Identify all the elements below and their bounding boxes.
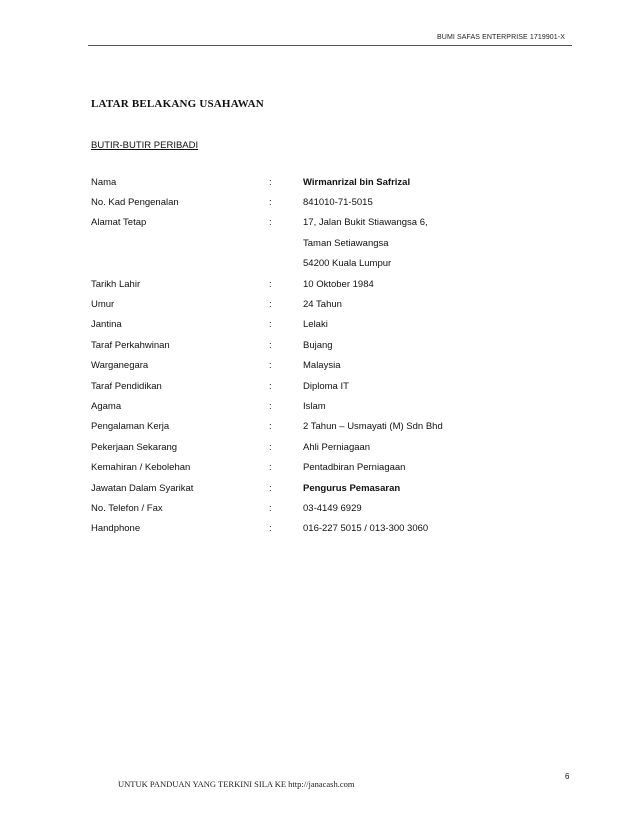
detail-value: 841010-71-5015 bbox=[303, 197, 373, 209]
detail-row-tarikh-lahir bbox=[91, 274, 571, 294]
detail-label: Kemahiran / Kebolehan bbox=[91, 462, 191, 474]
detail-row-jawatan bbox=[91, 478, 571, 498]
detail-label: Alamat Tetap bbox=[91, 217, 147, 229]
detail-colon: : bbox=[269, 380, 272, 392]
detail-label: Agama bbox=[91, 400, 122, 412]
detail-label: Handphone bbox=[91, 523, 141, 535]
detail-label: Taraf Perkahwinan bbox=[91, 339, 170, 351]
detail-label: Taraf Pendidikan bbox=[91, 380, 162, 392]
detail-value: Bujang bbox=[303, 339, 333, 351]
detail-row-alamat-tetap bbox=[91, 213, 571, 233]
detail-label: Jantina bbox=[91, 319, 122, 331]
detail-label: Jawatan Dalam Syarikat bbox=[91, 482, 194, 494]
detail-label: Pekerjaan Sekarang bbox=[91, 441, 178, 453]
detail-row-pengalaman-kerja bbox=[91, 417, 571, 437]
detail-label: Pengalaman Kerja bbox=[91, 421, 170, 433]
detail-colon: : bbox=[269, 482, 272, 494]
footer-text: UNTUK PANDUAN YANG TERKINI SILA KE http://janacash.com bbox=[118, 779, 355, 789]
detail-value: 24 Tahun bbox=[303, 299, 342, 311]
detail-value: Pengurus Pemasaran bbox=[303, 482, 401, 494]
detail-label: No. Telefon / Fax bbox=[91, 502, 163, 514]
detail-colon: : bbox=[269, 360, 272, 372]
detail-value: Taman Setiawangsa bbox=[303, 237, 389, 249]
detail-colon: : bbox=[269, 421, 272, 433]
detail-colon: : bbox=[269, 462, 272, 474]
detail-row-alamat-line-3 bbox=[91, 254, 571, 274]
header-company-text: BUMI SAFAS ENTERPRISE 1719901-X bbox=[437, 34, 565, 41]
detail-colon: : bbox=[269, 197, 272, 209]
detail-colon: : bbox=[269, 217, 272, 229]
detail-row-jantina bbox=[91, 315, 571, 335]
page-number: 6 bbox=[565, 772, 570, 781]
detail-row-nama bbox=[91, 172, 571, 192]
detail-colon: : bbox=[269, 319, 272, 331]
detail-value: Ahli Perniagaan bbox=[303, 441, 371, 453]
detail-colon: : bbox=[269, 299, 272, 311]
detail-value: 17, Jalan Bukit Stiawangsa 6, bbox=[303, 217, 428, 229]
detail-row-umur bbox=[91, 294, 571, 314]
detail-value: 016-227 5015 / 013-300 3060 bbox=[303, 523, 429, 535]
detail-colon: : bbox=[269, 502, 272, 514]
detail-value: Wirmanrizal bin Safrizal bbox=[303, 176, 411, 188]
detail-row-alamat-line-2 bbox=[91, 233, 571, 253]
personal-details-list bbox=[91, 172, 571, 539]
detail-row-agama bbox=[91, 396, 571, 416]
detail-row-kemahiran bbox=[91, 457, 571, 477]
section-title: LATAR BELAKANG USAHAWAN bbox=[91, 98, 264, 110]
detail-label: Umur bbox=[91, 299, 115, 311]
detail-row-taraf-perkahwinan bbox=[91, 335, 571, 355]
detail-colon: : bbox=[269, 339, 272, 351]
detail-colon: : bbox=[269, 400, 272, 412]
detail-value: Diploma IT bbox=[303, 380, 349, 392]
detail-row-warganegara bbox=[91, 356, 571, 376]
detail-colon: : bbox=[269, 278, 272, 290]
detail-value: Malaysia bbox=[303, 360, 341, 372]
detail-colon: : bbox=[269, 176, 272, 188]
detail-colon: : bbox=[269, 523, 272, 535]
detail-row-taraf-pendidikan bbox=[91, 376, 571, 396]
detail-value: 2 Tahun – Usmayati (M) Sdn Bhd bbox=[303, 421, 443, 433]
detail-label: Tarikh Lahir bbox=[91, 278, 141, 290]
header-divider bbox=[88, 45, 572, 46]
detail-row-handphone bbox=[91, 519, 571, 539]
detail-value: Pentadbiran Perniagaan bbox=[303, 462, 406, 474]
detail-label: No. Kad Pengenalan bbox=[91, 197, 179, 209]
detail-row-telefon-fax bbox=[91, 498, 571, 518]
detail-value: Lelaki bbox=[303, 319, 328, 331]
detail-value: 10 Oktober 1984 bbox=[303, 278, 374, 290]
detail-row-kad-pengenalan bbox=[91, 192, 571, 212]
detail-value: Islam bbox=[303, 400, 326, 412]
detail-value: 54200 Kuala Lumpur bbox=[303, 258, 392, 270]
detail-row-pekerjaan-sekarang bbox=[91, 437, 571, 457]
detail-label: Warganegara bbox=[91, 360, 149, 372]
detail-value: 03-4149 6929 bbox=[303, 502, 362, 514]
detail-label: Nama bbox=[91, 176, 117, 188]
subsection-title: BUTIR-BUTIR PERIBADI bbox=[91, 140, 199, 151]
detail-colon: : bbox=[269, 441, 272, 453]
